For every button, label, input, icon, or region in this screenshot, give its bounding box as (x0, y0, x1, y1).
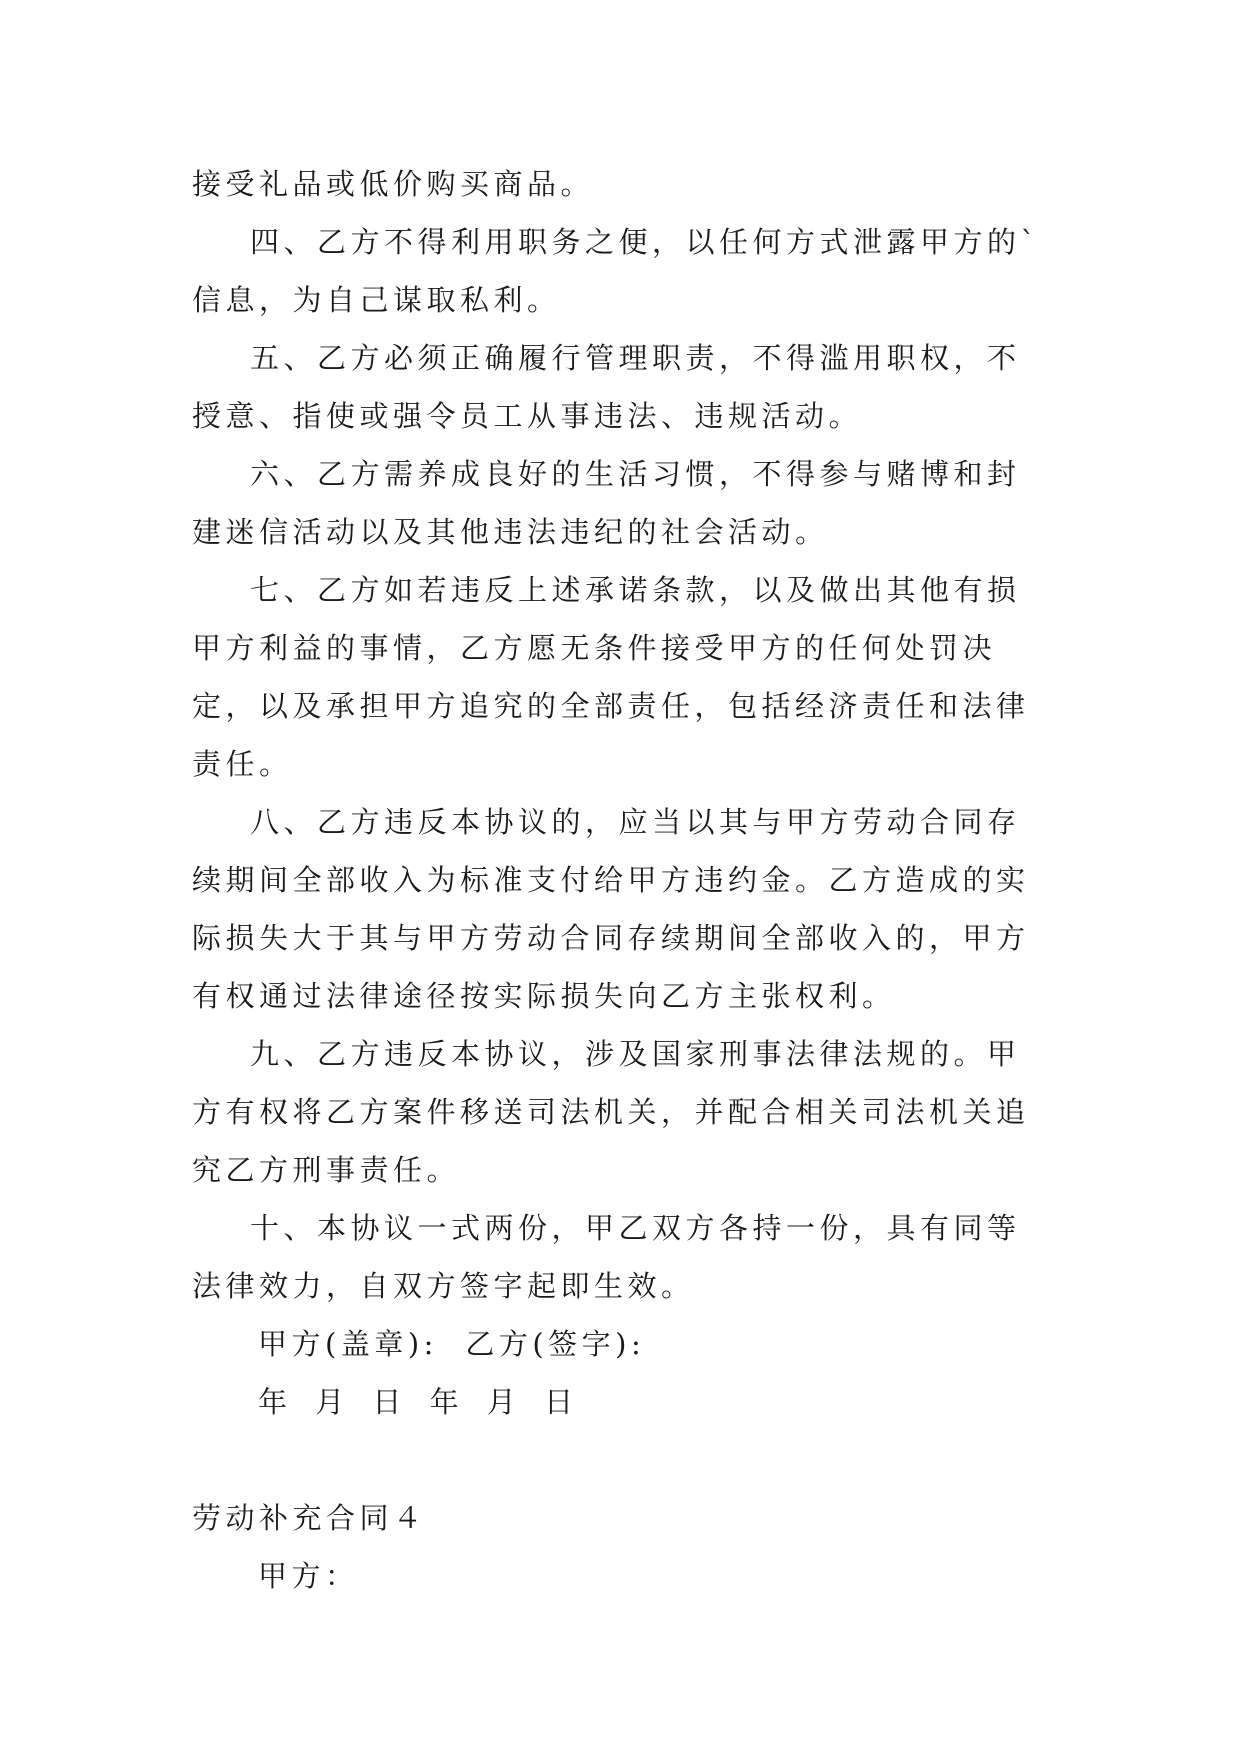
clause-7: 七、乙方如若违反上述承诺条款，以及做出其他有损甲方利益的事情，乙方愿无条件接受甲方的任何处罚决定，以及承担甲方追究的全部责任，包括经济责任和法律责任。 (192, 573, 1030, 781)
party-a-label: 甲方： (258, 1559, 359, 1593)
clause-5: 五、乙方必须正确履行管理职责，不得滥用职权，不授意、指使或强令员工从事违法、违规活动。 (192, 341, 1021, 433)
clause-4: 四、乙方不得利用职务之便，以任何方式泄露甲方的`信息，为自己谋取私利。 (192, 225, 1040, 317)
clause-10: 十、本协议一式两份，甲乙双方各持一份，具有同等法律效力，自双方签字起即生效。 (192, 1211, 1021, 1303)
section-heading: 劳动补充合同４ (192, 1501, 427, 1535)
paragraph-continuation: 接受礼品或低价购买商品。 (192, 167, 595, 201)
signature-line: 甲方(盖章): 乙方(签字): (258, 1327, 646, 1361)
clause-6: 六、乙方需养成良好的生活习惯，不得参与赌博和封建迷信活动以及其他违法违纪的社会活动。 (192, 457, 1021, 549)
spacer (192, 1431, 1052, 1489)
date-line: 年 月 日 年 月 日 (258, 1385, 578, 1419)
clause-9: 九、乙方违反本协议，涉及国家刑事法律法规的。甲方有权将乙方案件移送司法机关，并配合相关司法机关追究乙方刑事责任。 (192, 1037, 1030, 1187)
clause-8: 八、乙方违反本协议的，应当以其与甲方劳动合同存续期间全部收入为标准支付给甲方违约金。乙方造成的实际损失大于其与甲方劳动合同存续期间全部收入的，甲方有权通过法律途径按实际损失向乙方主张权利。 (192, 805, 1030, 1013)
document-body (192, 155, 1052, 1605)
